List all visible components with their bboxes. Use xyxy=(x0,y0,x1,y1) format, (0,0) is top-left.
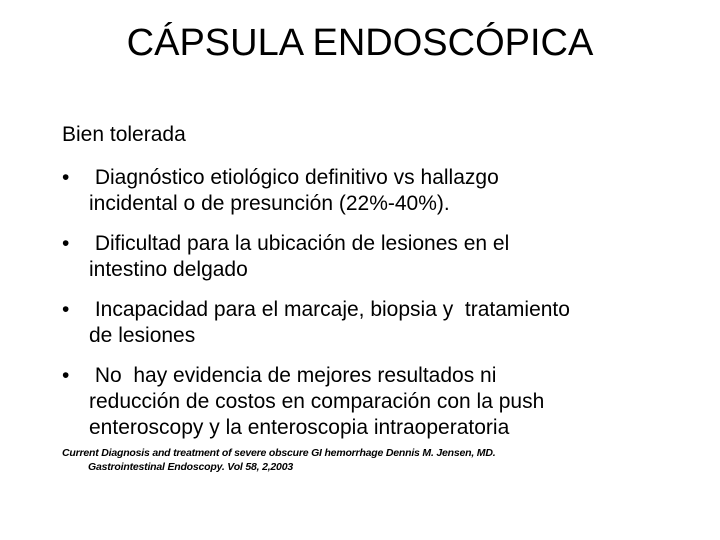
slide-title: CÁPSULA ENDOSCÓPICA xyxy=(126,22,594,64)
bullet-item xyxy=(62,297,702,349)
bullet-line: enteroscopy y la enteroscopia intraoperatoria xyxy=(89,416,510,439)
bullet-line: reducción de costos en comparación con la push xyxy=(89,390,545,413)
bullet-item xyxy=(62,165,702,217)
bullet-marker: • xyxy=(62,166,70,189)
bullet-line: Incapacidad para el marcaje, biopsia y tratamiento xyxy=(89,298,570,321)
reference-line: Gastrointestinal Endoscopy. Vol 58, 2,2003 xyxy=(88,461,293,473)
bullet-list xyxy=(62,165,702,455)
bullet-marker: • xyxy=(62,364,70,387)
bullet-line: Dificultad para la ubicación de lesiones en el xyxy=(89,232,510,255)
bullet-line: de lesiones xyxy=(89,324,196,347)
bullet-item xyxy=(62,363,702,441)
reference-citation xyxy=(62,446,662,474)
bullet-line: No hay evidencia de mejores resultados ni xyxy=(89,364,497,387)
bullet-line: Diagnóstico etiológico definitivo vs hallazgo xyxy=(89,166,499,189)
bullet-line: incidental o de presunción (22%-40%). xyxy=(89,192,450,215)
bullet-marker: • xyxy=(62,298,70,321)
bullet-line: intestino delgado xyxy=(89,258,248,281)
bullet-item xyxy=(62,231,702,283)
bullet-marker: • xyxy=(62,232,70,255)
intro-text: Bien tolerada xyxy=(62,123,186,146)
reference-line: Current Diagnosis and treatment of severe obscure GI hemorrhage Dennis M. Jensen, MD. xyxy=(62,447,496,459)
